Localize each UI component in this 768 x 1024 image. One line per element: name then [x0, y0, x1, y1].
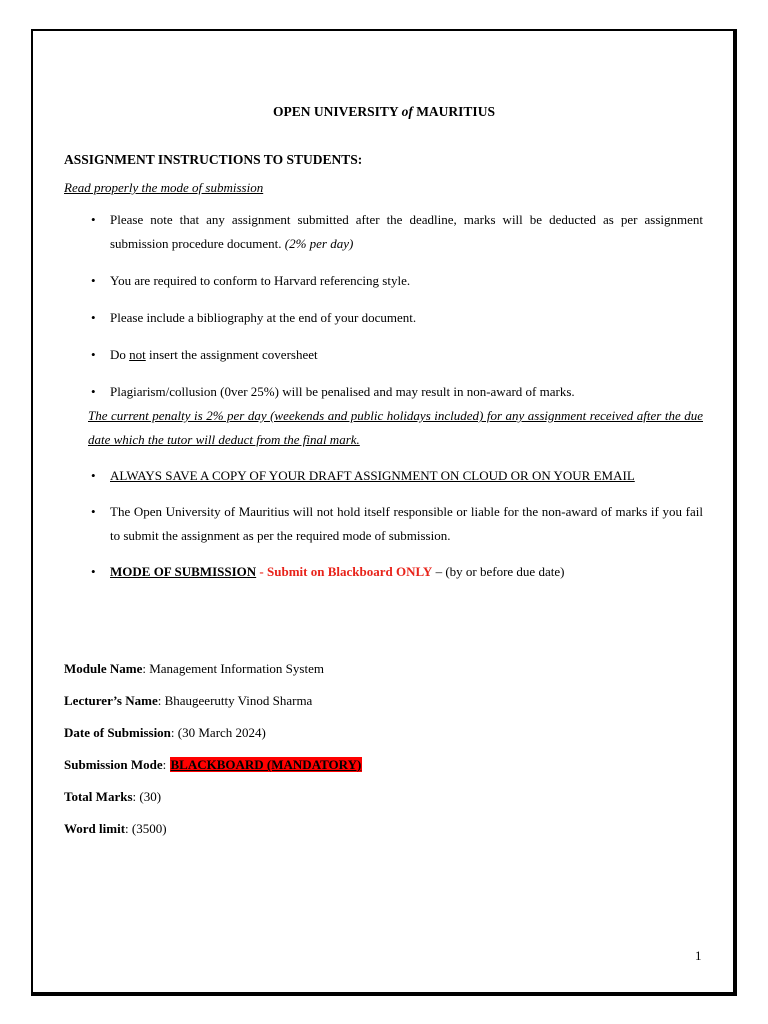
penalty-note: The current penalty is 2% per day (weekends and public holidays included) for any assignment received after the due date which the tutor will deduct from the final mark. — [88, 408, 703, 447]
info-value: : (30 March 2024) — [170, 725, 266, 740]
list-item — [88, 560, 703, 584]
bullet-icon: • — [91, 564, 96, 579]
info-sep: : — [162, 757, 170, 772]
module-name-row — [64, 661, 324, 677]
list-item — [88, 380, 703, 404]
instruction-list-2 — [88, 464, 703, 584]
bullet-icon: • — [91, 273, 96, 288]
bullet-text-post: insert the assignment coversheet — [145, 347, 318, 362]
info-label: Lecturer’s Name — [64, 693, 158, 708]
info-label: Date of Submission — [64, 725, 171, 740]
bullet-text: The Open University of Mauritius will not hold itself responsible or liable for the non-award of marks if you fail to submit the assignment as per the required mode of submission. — [110, 504, 703, 543]
list-item — [88, 343, 703, 367]
bullet-text: Please include a bibliography at the end of your document. — [110, 310, 417, 325]
bullet-text: Please note that any assignment submitted after the deadline, marks will be deducted as per assignment submission procedure document. — [110, 212, 703, 251]
bullet-text: You are required to conform to Harvard referencing style. — [110, 273, 411, 288]
instructions-subheading: Read properly the mode of submission — [64, 180, 264, 195]
submission-mode-red: Submit on Blackboard ONLY — [267, 564, 433, 579]
submission-mode-row — [64, 757, 362, 773]
info-value: : Management Information System — [142, 661, 324, 676]
mandatory-highlight: BLACKBOARD (MANDATORY) — [170, 757, 362, 772]
page-title — [0, 104, 768, 120]
bullet-italic: (2% per day) — [284, 236, 354, 251]
lecturer-name-row — [64, 693, 312, 709]
bullet-text: ALWAYS SAVE A COPY OF YOUR DRAFT ASSIGNMENT ON CLOUD OR ON YOUR EMAIL — [110, 468, 635, 483]
bullet-text: Plagiarism/collusion (0ver 25%) will be penalised and may result in non-award of marks. — [110, 384, 575, 399]
total-marks-row — [64, 789, 161, 805]
page-number: 1 — [695, 948, 702, 963]
bullet-text: Do — [110, 347, 130, 362]
info-value: : Bhaugeerutty Vinod Sharma — [157, 693, 313, 708]
bullet-underlined: not — [129, 347, 146, 362]
info-label: Word limit — [64, 821, 126, 836]
bullet-sep: - — [256, 564, 267, 579]
list-item — [88, 269, 703, 293]
title-part-2: MAURITIUS — [412, 104, 495, 119]
list-item — [88, 464, 703, 488]
list-item — [88, 500, 703, 548]
list-item — [88, 208, 703, 256]
info-label: Submission Mode — [64, 757, 163, 772]
instruction-list — [88, 208, 703, 404]
list-item — [88, 306, 703, 330]
info-value: : (3500) — [125, 821, 167, 836]
submission-date-row — [64, 725, 266, 741]
bullet-icon: • — [91, 468, 96, 483]
title-part-1: OPEN UNIVERSITY — [273, 104, 402, 119]
bullet-text-post: – (by or before due date) — [432, 564, 565, 579]
submission-mode-label: MODE OF SUBMISSION — [110, 564, 257, 579]
info-label: Total Marks — [64, 789, 133, 804]
bullet-icon: • — [91, 347, 96, 362]
bullet-icon: • — [91, 504, 96, 519]
bullet-icon: • — [91, 212, 96, 227]
instructions-heading: ASSIGNMENT INSTRUCTIONS TO STUDENTS: — [64, 152, 363, 167]
info-value: : (30) — [132, 789, 162, 804]
info-label: Module Name — [64, 661, 143, 676]
bullet-icon: • — [91, 384, 96, 399]
word-limit-row — [64, 821, 167, 837]
title-italic: of — [401, 104, 413, 119]
bullet-icon: • — [91, 310, 96, 325]
